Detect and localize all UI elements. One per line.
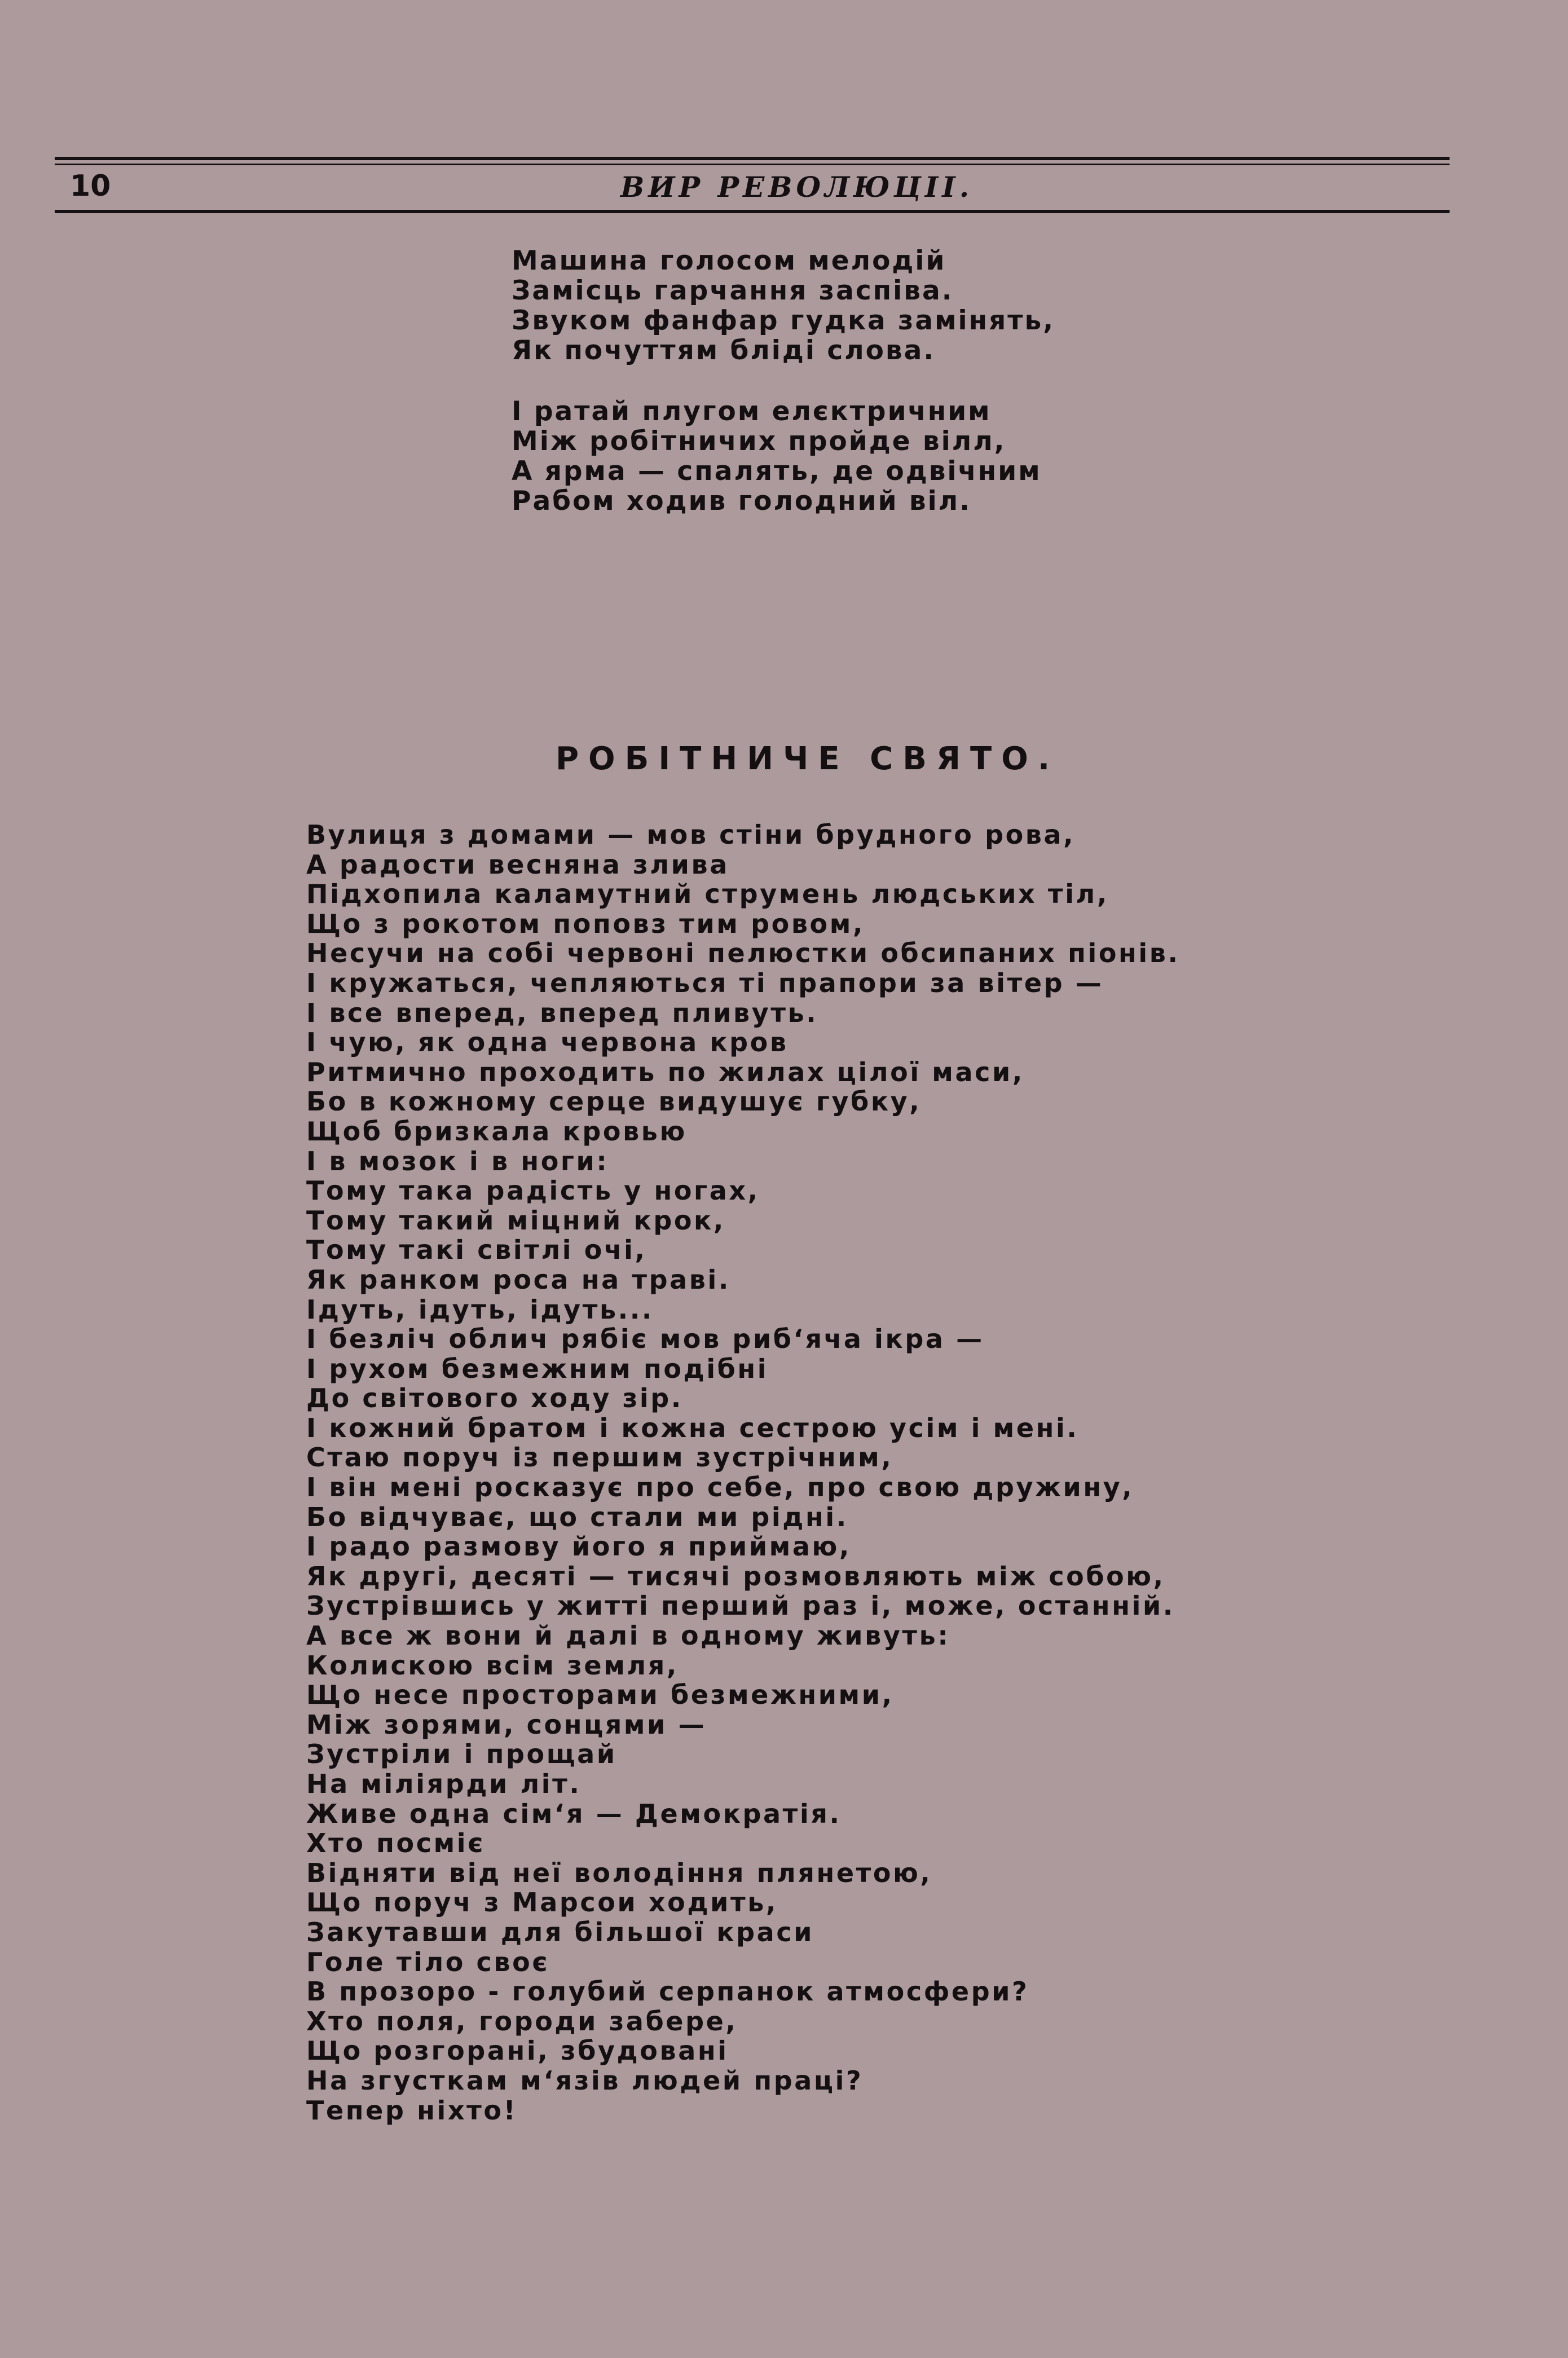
poem-line: Голе тіло своє [306,1946,550,1977]
poem-line: Між зорями, сонцями — [306,1709,707,1740]
stanza [512,246,1055,365]
poem-line: І кожний братом і кожна сестрою усім і мені. [306,1412,1079,1443]
poem-line: Живе одна сім‘я — Демократія. [306,1798,842,1829]
poem-line: І він мені росказує про себе, про свою дружину, [306,1472,1134,1503]
verse-line: Між робітничих пройде вілл, [512,426,1006,457]
poem-line: Хто посміє [306,1828,486,1859]
poem-line: І все вперед, вперед пливуть. [306,997,818,1028]
poem-line: І радо размову його я приймаю, [306,1531,851,1562]
poem-line: Стаю поруч із першим зустрічним, [306,1442,893,1473]
poem-line: Що поруч з Марсои ходить, [306,1887,778,1918]
poem-line: Відняти від неї володіння плянетою, [306,1857,932,1888]
poem-line: Зустрівшись у житті перший раз і, може, останній. [306,1590,1175,1621]
poem-title: РОБІТНИЧЕ СВЯТО. [556,741,1060,777]
poem-line: Тепер ніхто! [306,2095,518,2126]
poem-line: На згусткам м‘язів людей праці? [306,2065,864,2096]
poem-line: Підхопила каламутний струмень людських тіл, [306,879,1109,910]
verse-line: Як почуттям бліді слова. [512,335,936,366]
poem-line: Як другі, десяті — тисячі розмовляють між собою, [306,1561,1165,1592]
verse-line: Звуком фанфар гудка замінять, [512,305,1055,336]
poem-line: Що несе просторами безмежними, [306,1680,894,1711]
poem-line: І в мозок і в ноги: [306,1145,609,1176]
poem-line: Бо відчуває, що стали ми рідні. [306,1501,848,1532]
poem-line: Тому такі світлі очі, [306,1235,647,1266]
poem-line: До світового ходу зір. [306,1383,683,1414]
poem-line: Несучи на собі червоні пелюстки обсипаних піонів. [306,938,1180,969]
verse-line: Машина голосом мелодій [512,245,946,276]
header-rule-top-thin [55,164,1450,165]
poem-line: Як ранком роса на траві. [306,1264,730,1295]
verse-line: І ратай плугом елєктричним [512,396,992,427]
stanza [512,396,1042,516]
poem-line: А радости весняна злива [306,849,729,880]
page-number: 10 [70,169,111,203]
poem-line: І рухом безмежним подібні [306,1353,769,1384]
poem-line: І кружаться, чепляються ті прапори за вітер — [306,967,1104,998]
poem-line: На міліярди літ. [306,1769,582,1799]
poem-line: І безліч облич рябіє мов риб‘яча ікра — [306,1324,984,1355]
poem-line: Бо в кожному серце видушує губку, [306,1086,922,1117]
poem-line: В прозоро - голубий серпанок атмосфери? [306,1976,1029,2007]
poem-line: Вулиця з домами — мов стіни брудного рова, [306,819,1076,850]
poem-line: Хто поля, городи забере, [306,2006,738,2037]
poem-line: Ідуть, ідуть, ідуть... [306,1294,654,1325]
header-rule-bottom [55,210,1450,213]
poem-line: Закутавши для більшої краси [306,1916,814,1947]
verse-line: Замісць гарчання заспіва. [512,275,954,306]
poem-line: Тому такий міцний крок, [306,1205,725,1236]
verse-line: Рабом ходив голодний віл. [512,486,971,517]
poem-line: Щоб бризкала кровью [306,1116,687,1147]
header-rule-top [55,157,1450,160]
poem-body [306,820,1180,2125]
poem-line: Ритмично проходить по жилах цілої маси, [306,1056,1024,1087]
running-title: ВИР РЕВОЛЮЦІІ. [620,170,974,204]
poem-line: І чую, як одна червона кров [306,1027,789,1058]
poem-line: Що з рокотом поповз тим ровом, [306,908,865,939]
poem-line: А все ж вони й далі в одному живуть: [306,1620,950,1651]
poem-line: Тому така радість у ногах, [306,1175,760,1206]
poem-line: Що розгорані, збудовані [306,2035,729,2066]
poem-line: Зустріли і прощай [306,1739,617,1770]
verse-line: А ярма — спалять, де одвічним [512,456,1042,487]
poem-line: Колискою всім земля, [306,1650,679,1681]
